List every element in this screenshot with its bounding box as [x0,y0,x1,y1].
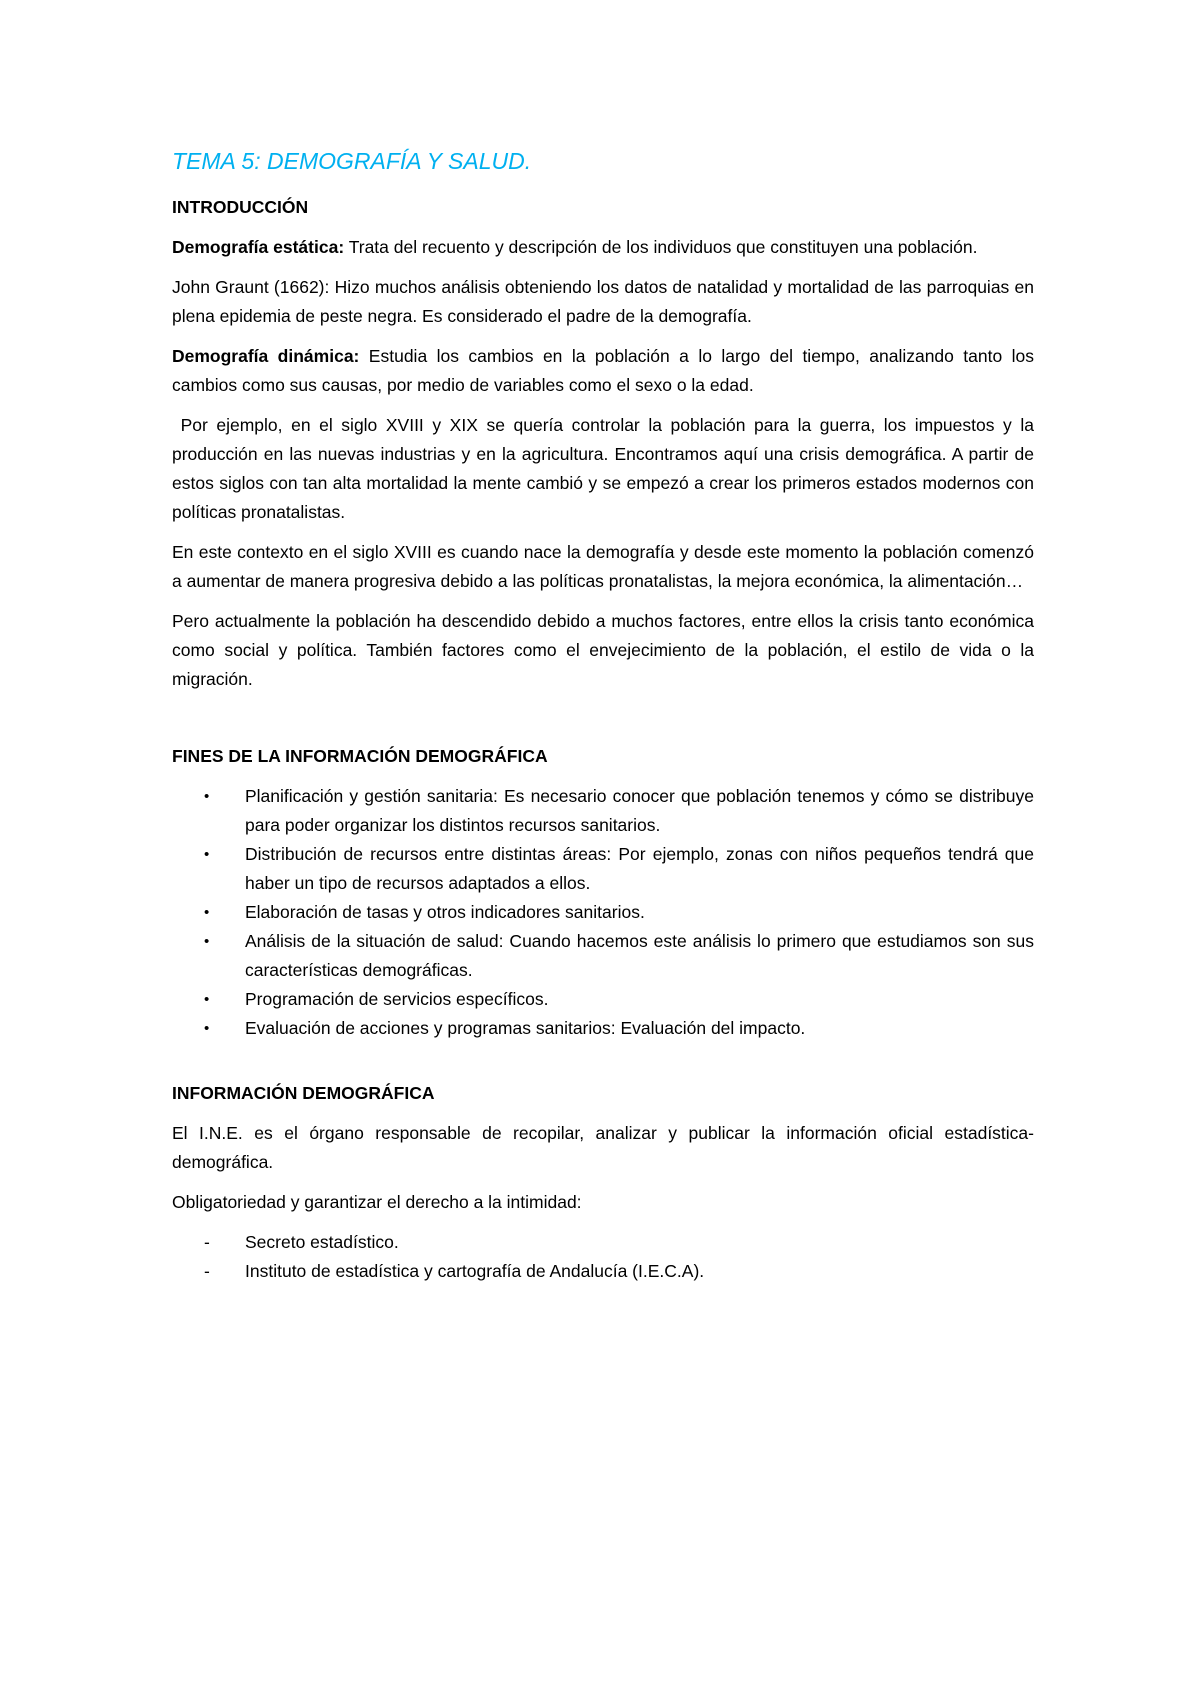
paragraph-por-ejemplo: Por ejemplo, en el siglo XVIII y XIX se quería controlar la población para la guerra, los impuestos y la producción en las nuevas industrias y en la agricultura. Encontramos aquí una crisis demográfica. A partir de estos siglos con tan alta mortalidad la mente cambió y se empezó a crear los primeros estados modernos con políticas pronatalistas. [172,415,1039,522]
paragraph-text: Trata del recuento y descripción de los individuos que constituyen una población. [344,237,978,257]
paragraph-john-graunt: John Graunt (1662): Hizo muchos análisis obteniendo los datos de natalidad y mortalidad de las parroquias en plena epidemia de peste negra. Es considerado el padre de la demografía. [172,277,1034,326]
bullet-marker: • [204,788,210,805]
list-item-text: Programación de servicios específicos. [245,989,549,1009]
paragraph-ine: El I.N.E. es el órgano responsable de recopilar, analizar y publicar la información oficial estadística-demográfica. [172,1123,1034,1172]
list-item [172,985,1034,1014]
bullet-marker: • [204,933,210,950]
document-page [172,146,1039,1286]
list-item [172,782,1034,840]
heading-fines: FINES DE LA INFORMACIÓN DEMOGRÁFICA [172,746,548,766]
dash-marker: - [204,1261,210,1281]
fines-list [172,782,1034,1043]
list-item [172,1228,1034,1257]
list-item [172,1257,1034,1286]
term-demografia-dinamica: Demografía dinámica: [172,346,360,366]
list-item-text: Secreto estadístico. [245,1232,399,1252]
bullet-marker: • [204,991,210,1008]
list-item [172,840,1034,898]
bullet-marker: • [204,904,210,921]
list-item-text: Evaluación de acciones y programas sanitarios: Evaluación del impacto. [245,1018,806,1038]
paragraph-text: Estudia los cambios en la población a lo largo del tiempo, analizando tanto los cambios como sus causas, por medio de variables como el sexo o la edad. [172,346,1035,395]
heading-informacion-demografica: INFORMACIÓN DEMOGRÁFICA [172,1083,435,1103]
term-demografia-estatica: Demografía estática: [172,237,345,257]
list-item-text: Distribución de recursos entre distintas áreas: Por ejemplo, zonas con niños pequeños tendrá que haber un tipo de recursos adaptados a ellos. [245,844,1034,893]
list-item-text: Planificación y gestión sanitaria: Es necesario conocer que población tenemos y cómo se distribuye para poder organizar los distintos recursos sanitarios. [245,786,1034,835]
list-item-text: Análisis de la situación de salud: Cuando hacemos este análisis lo primero que estudiamos son sus características demográficas. [245,931,1034,980]
dash-marker: - [204,1232,210,1252]
bullet-marker: • [204,846,210,863]
list-item-text: Elaboración de tasas y otros indicadores sanitarios. [245,902,645,922]
heading-introduccion: INTRODUCCIÓN [172,197,309,217]
bullet-marker: • [204,1020,210,1037]
list-item [172,898,1034,927]
document-title: TEMA 5: DEMOGRAFÍA Y SALUD. [172,148,532,174]
paragraph-obligatoriedad: Obligatoriedad y garantizar el derecho a la intimidad: [172,1192,582,1212]
paragraph-demografia-estatica [172,233,1034,262]
paragraph-contexto-siglo-xviii: En este contexto en el siglo XVIII es cuando nace la demografía y desde este momento la población comenzó a aumentar de manera progresiva debido a las políticas pronatalistas, la mejora económica, la alimentación… [172,542,1034,591]
list-item [172,927,1034,985]
list-item [172,1014,1034,1043]
paragraph-demografia-dinamica [172,342,1034,400]
info-list [172,1228,1034,1286]
paragraph-actualmente: Pero actualmente la población ha descendido debido a muchos factores, entre ellos la crisis tanto económica como social y política. También factores como el envejecimiento de la población, el estilo de vida o la migración. [172,611,1034,689]
list-item-text: Instituto de estadística y cartografía de Andalucía (I.E.C.A). [245,1261,705,1281]
